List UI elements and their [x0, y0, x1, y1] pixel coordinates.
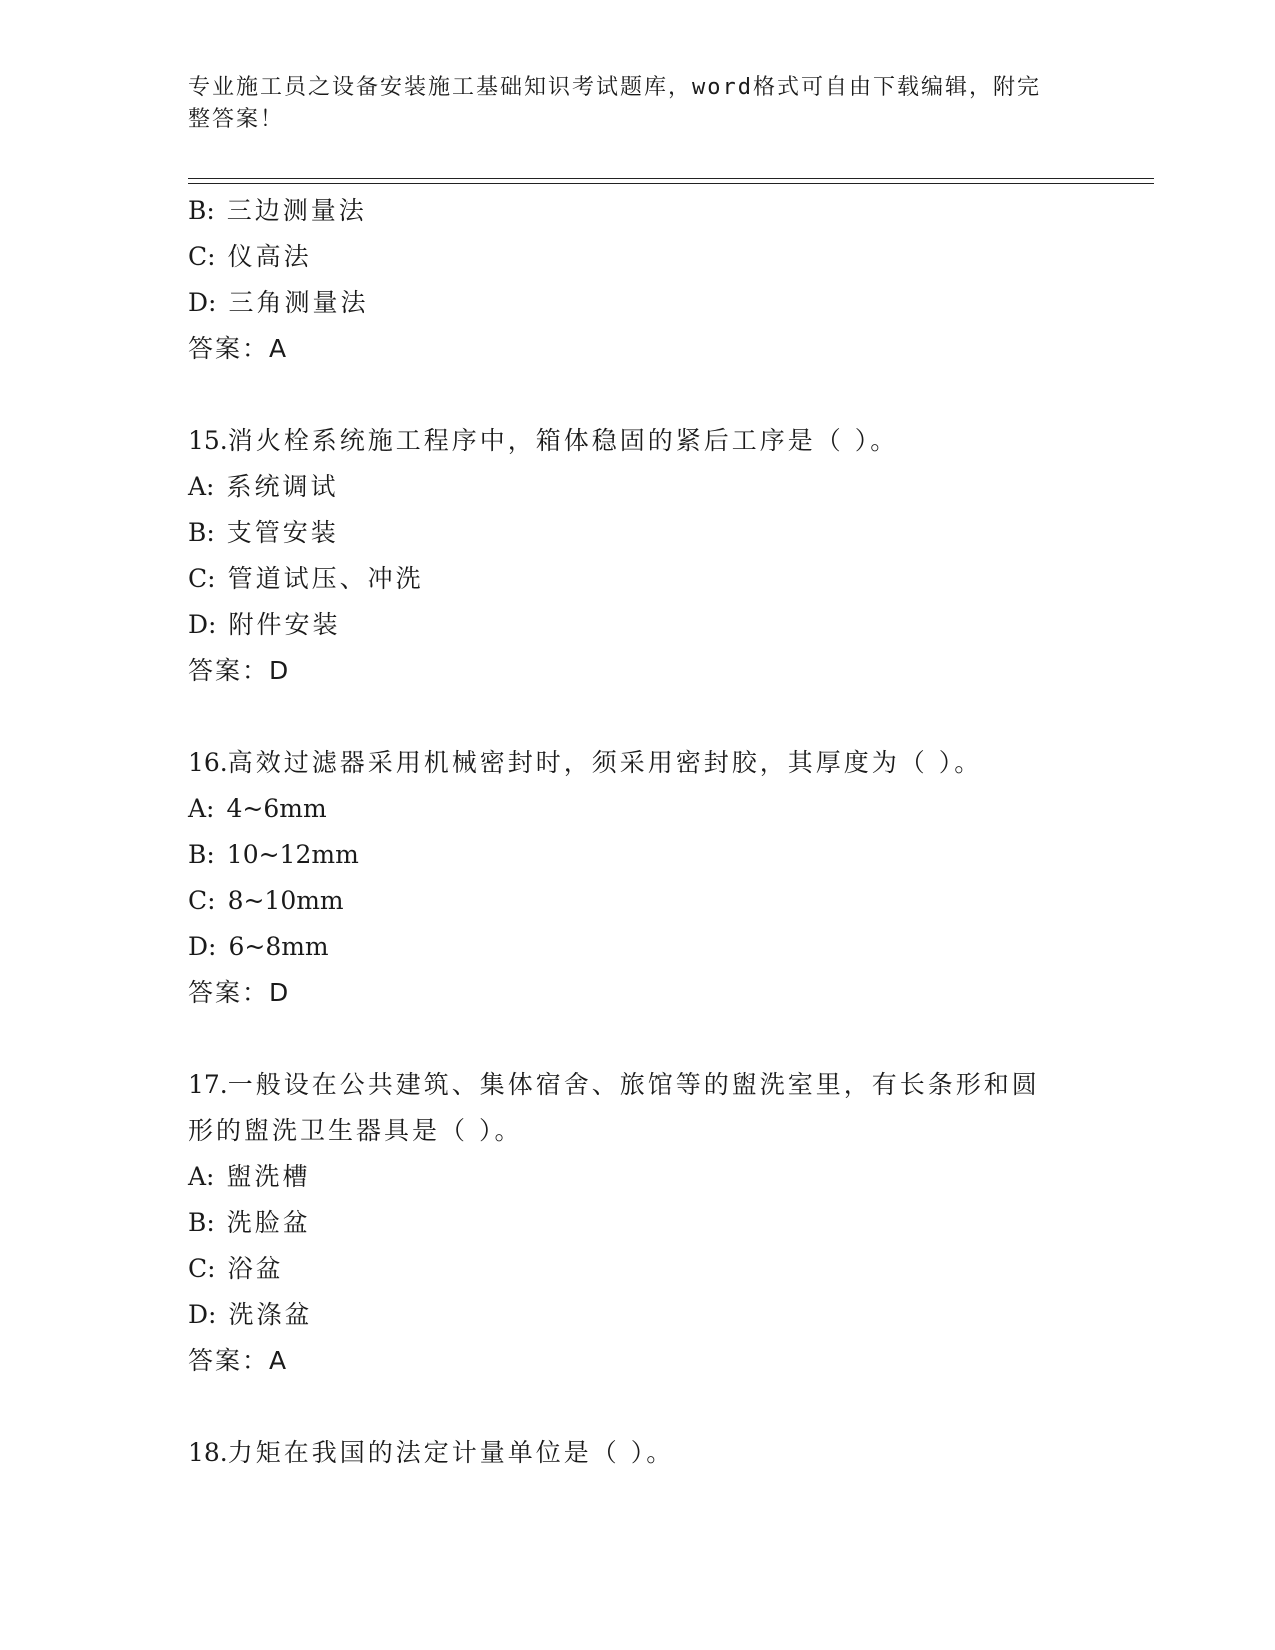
option-a: A: 盥洗槽 — [188, 1162, 311, 1191]
question-text: 16.高效过滤器采用机械密封时，须采用密封胶，其厚度为（ ）。 — [188, 748, 983, 777]
option-b: B: 10~12mm — [188, 840, 359, 869]
header-line-2: 整答案！ — [188, 107, 285, 132]
option-d: D: 三角测量法 — [188, 288, 369, 317]
question-text: 15.消火栓系统施工程序中，箱体稳固的紧后工序是（ ）。 — [188, 426, 899, 455]
question-text-line-2: 形的盥洗卫生器具是（ ）。 — [188, 1116, 523, 1145]
question-17 — [188, 1062, 1088, 1384]
spacer — [188, 1016, 1088, 1062]
answer-line: 答案：A — [188, 1346, 289, 1375]
option-d: D: 6~8mm — [188, 932, 329, 961]
option-c: C: 8~10mm — [188, 886, 344, 915]
question-18 — [188, 1430, 1088, 1476]
document-header — [188, 72, 1068, 136]
question-text: 18.力矩在我国的法定计量单位是（ ）。 — [188, 1438, 675, 1467]
option-c: C: 浴盆 — [188, 1254, 284, 1283]
option-d: D: 附件安装 — [188, 610, 341, 639]
option-b: B: 三边测量法 — [188, 196, 367, 225]
question-list — [188, 188, 1088, 1476]
option-d: D: 洗涤盆 — [188, 1300, 313, 1329]
spacer — [188, 1384, 1088, 1430]
question-15 — [188, 418, 1088, 694]
header-line-1: 专业施工员之设备安装施工基础知识考试题库，word格式可自由下载编辑，附完 — [188, 75, 1041, 100]
question-text-line-1: 17.一般设在公共建筑、集体宿舍、旅馆等的盥洗室里，有长条形和圆 — [188, 1070, 1040, 1099]
option-a: A: 4~6mm — [188, 794, 327, 823]
answer-line: 答案：D — [188, 978, 291, 1007]
option-b: B: 洗脸盆 — [188, 1208, 311, 1237]
option-b: B: 支管安装 — [188, 518, 339, 547]
question-16 — [188, 740, 1088, 1016]
answer-line: 答案：D — [188, 656, 291, 685]
header-divider-bottom — [188, 183, 1154, 184]
spacer — [188, 372, 1088, 418]
question-14-tail — [188, 188, 1088, 372]
header-divider-top — [188, 178, 1154, 179]
option-c: C: 仪高法 — [188, 242, 312, 271]
option-a: A: 系统调试 — [188, 472, 339, 501]
answer-line: 答案：A — [188, 334, 289, 363]
option-c: C: 管道试压、冲洗 — [188, 564, 424, 593]
spacer — [188, 694, 1088, 740]
